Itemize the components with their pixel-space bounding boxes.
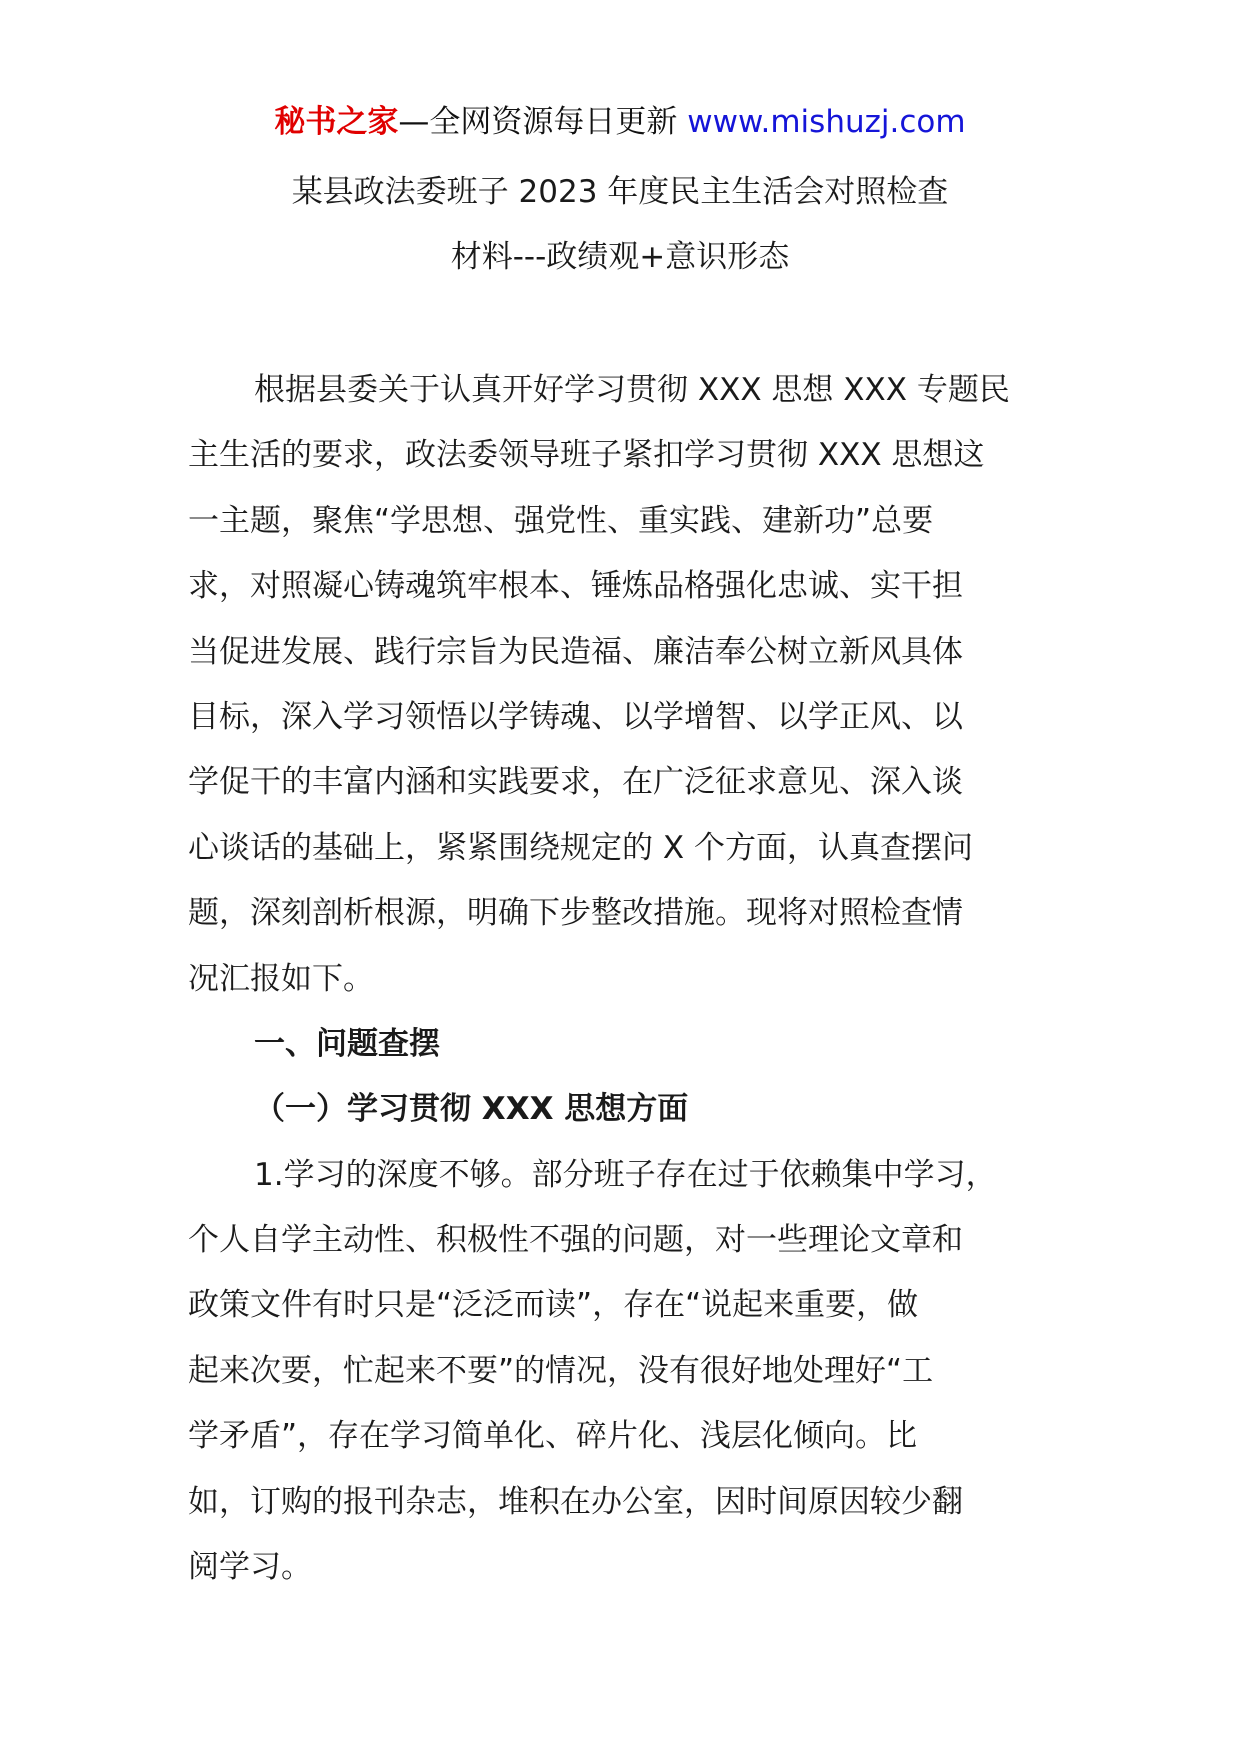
title-line: 某县政法委班子 2023 年度民主生活会对照检查 — [291, 174, 949, 210]
paragraph-line: 个人自学主动性、积极性不强的问题，对一些理论文章和 — [188, 1222, 963, 1259]
title-line: 材料---政绩观+意识形态 — [450, 239, 790, 276]
paragraph-line: 求，对照凝心铸魂筑牢根本、锤炼品格强化忠诚、实干担 — [188, 568, 963, 605]
site-slogan: —全网资源每日更新 — [398, 104, 678, 140]
paragraph-line: 主生活的要求，政法委领导班子紧扣学习贯彻 XXX 思想这 — [188, 437, 985, 474]
document-title — [150, 160, 1090, 291]
paragraph-line: 政策文件有时只是“泛泛而读”，存在“说起来重要，做 — [188, 1287, 919, 1324]
paragraph-line: 如，订购的报刊杂志，堆积在办公室，因时间原因较少翻 — [188, 1483, 963, 1520]
section-heading: 一、问题查摆 — [254, 1025, 440, 1062]
paragraph-line: 心谈话的基础上，紧紧围绕规定的 X 个方面，认真查摆问 — [188, 829, 973, 866]
intro-paragraph — [188, 358, 1068, 1012]
document-body — [188, 358, 1068, 1600]
item-paragraph — [188, 1143, 1068, 1601]
paragraph-line: 阅学习。 — [188, 1549, 312, 1586]
paragraph-line: 当促进发展、践行宗旨为民造福、廉洁奉公树立新风具体 — [188, 633, 963, 670]
site-header — [0, 100, 1240, 144]
paragraph-line: 一主题，聚焦“学思想、强党性、重实践、建新功”总要 — [188, 502, 934, 539]
paragraph-line: 学促干的丰富内涵和实践要求，在广泛征求意见、深入谈 — [188, 764, 963, 801]
site-url-link[interactable]: www.mishuzj.com — [687, 104, 966, 140]
paragraph-line: 起来次要，忙起来不要”的情况，没有很好地处理好“工 — [188, 1352, 934, 1389]
paragraph-line: 学矛盾”，存在学习简单化、碎片化、浅层化倾向。比 — [188, 1418, 918, 1455]
paragraph-line: 题，深刻剖析根源，明确下步整改措施。现将对照检查情 — [188, 895, 963, 932]
paragraph-line: 目标，深入学习领悟以学铸魂、以学增智、以学正风、以 — [188, 698, 963, 735]
paragraph-line: 根据县委关于认真开好学习贯彻 XXX 思想 XXX 专题民 — [254, 372, 1010, 408]
section-subheading: （一）学习贯彻 XXX 思想方面 — [254, 1091, 689, 1128]
site-brand: 秘书之家 — [274, 104, 399, 140]
paragraph-line: 况汇报如下。 — [188, 960, 374, 997]
paragraph-line: 1.学习的深度不够。部分班子存在过于依赖集中学习， — [254, 1156, 997, 1193]
